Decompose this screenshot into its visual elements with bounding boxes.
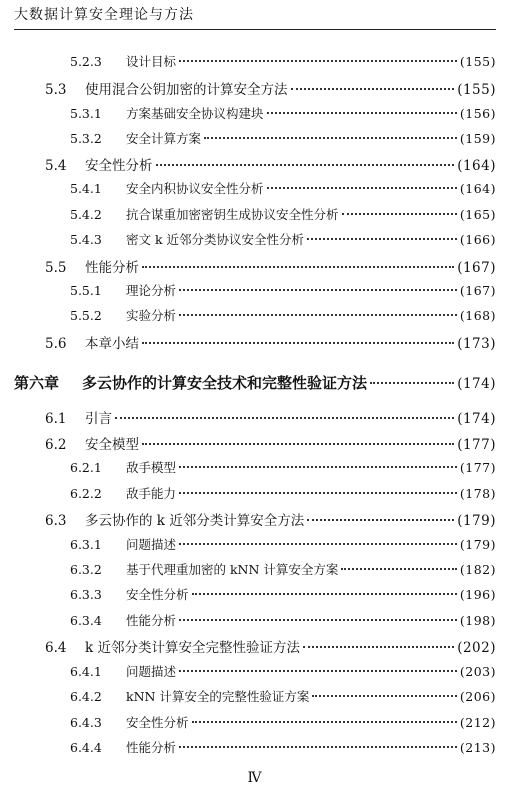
- toc-entry-title: 使用混合公钥加密的计算安全方法: [85, 82, 288, 98]
- toc-entry-number: 5.5: [45, 260, 67, 276]
- toc-entry-title: 问题描述: [126, 664, 177, 679]
- dot-leader: [192, 593, 457, 595]
- toc-entry-title: 方案基础安全协议构建块: [126, 106, 264, 121]
- toc-entry[interactable]: [70, 738, 496, 756]
- toc-entry-page: (173): [457, 336, 496, 352]
- toc-entry-title: 安全计算方案: [126, 131, 202, 146]
- toc-entry[interactable]: [70, 535, 496, 553]
- toc-entry[interactable]: [45, 78, 496, 98]
- toc-entry-title: 性能分析: [126, 740, 177, 755]
- toc-entry-page: (177): [457, 437, 496, 453]
- toc-entry[interactable]: [45, 636, 496, 656]
- toc-entry-page: (155): [457, 82, 496, 98]
- dot-leader: [267, 187, 457, 189]
- toc-entry-title: 理论分析: [126, 283, 177, 298]
- toc-entry[interactable]: [45, 509, 496, 529]
- toc-entry[interactable]: [70, 104, 496, 122]
- toc-entry-page: (167): [459, 283, 496, 298]
- toc-entry-number: 6.3.2: [70, 562, 102, 577]
- toc-entry-page: (179): [459, 537, 496, 552]
- toc-entry-page: (156): [459, 106, 496, 121]
- toc-entry[interactable]: [45, 407, 496, 427]
- toc-entry-number: 6.3.3: [70, 587, 102, 602]
- toc-entry-number: 5.6: [45, 336, 67, 352]
- dot-leader: [307, 238, 457, 240]
- toc-entry-title: k 近邻分类计算安全完整性验证方法: [85, 640, 300, 656]
- toc-entry-number: 5.4.2: [70, 207, 102, 222]
- toc-entry[interactable]: [45, 332, 496, 352]
- toc-entry-title: 安全模型: [85, 437, 139, 453]
- toc-entry[interactable]: [70, 687, 496, 705]
- toc-entry-number: 6.4.2: [70, 689, 102, 704]
- toc-entry[interactable]: [70, 585, 496, 603]
- toc-entry[interactable]: [45, 154, 496, 174]
- toc-entry-title: 安全内积协议安全性分析: [126, 181, 264, 196]
- toc-entry-title: 密文 k 近邻分类协议安全性分析: [126, 232, 305, 247]
- toc-entry-number: 6.3: [45, 513, 67, 529]
- toc-entry-title: 问题描述: [126, 537, 177, 552]
- toc-entry[interactable]: [70, 662, 496, 680]
- toc-entry[interactable]: [45, 256, 496, 276]
- dot-leader: [115, 417, 454, 419]
- dot-leader: [192, 721, 457, 723]
- toc-entry-number: 5.3.2: [70, 131, 102, 146]
- dot-leader: [142, 443, 454, 445]
- toc-entry-title: 多云协作的 k 近邻分类计算安全方法: [85, 513, 305, 529]
- toc-entry-number: 5.5.2: [70, 308, 102, 323]
- dot-leader: [179, 543, 457, 545]
- toc-entry-number: 6.4: [45, 640, 67, 656]
- dot-leader: [267, 112, 457, 114]
- toc-entry[interactable]: [70, 611, 496, 629]
- toc-entry-title: 实验分析: [126, 308, 177, 323]
- toc-entry[interactable]: [70, 484, 496, 502]
- toc-entry-page: (159): [459, 131, 496, 146]
- dot-leader: [179, 60, 457, 62]
- toc-entry-page: (203): [459, 664, 496, 679]
- toc-entry-title: kNN 计算安全的完整性验证方案: [126, 689, 310, 704]
- toc-entry[interactable]: [70, 52, 496, 70]
- dot-leader: [142, 266, 454, 268]
- toc-entry-number: 5.4: [45, 158, 67, 174]
- toc-entry-page: (165): [459, 207, 496, 222]
- dot-leader: [156, 164, 455, 166]
- toc-entry-number: 5.5.1: [70, 283, 102, 298]
- dot-leader: [370, 382, 454, 384]
- toc-entry-page: (206): [459, 689, 496, 704]
- toc-entry[interactable]: [70, 129, 496, 147]
- toc-entry[interactable]: [70, 179, 496, 197]
- toc-entry-page: (174): [457, 411, 496, 427]
- toc-entry-number: 6.4.3: [70, 715, 102, 730]
- toc-entry-title: 引言: [85, 411, 112, 427]
- toc-chapter-number: 第六章: [14, 374, 60, 392]
- toc-entry[interactable]: [70, 560, 496, 578]
- toc-entry-page: (202): [457, 640, 496, 656]
- toc-entry-title: 敌手能力: [126, 486, 177, 501]
- toc-entry-title: 安全性分析: [126, 715, 189, 730]
- toc-entry-page: (213): [459, 740, 496, 755]
- toc-chapter-entry[interactable]: [14, 372, 496, 393]
- toc-entry-number: 6.2.1: [70, 460, 102, 475]
- dot-leader: [179, 466, 457, 468]
- toc-entry-number: 6.1: [45, 411, 67, 427]
- toc-entry-page: (155): [459, 54, 496, 69]
- dot-leader: [307, 519, 454, 521]
- page-number: Ⅳ: [247, 770, 263, 786]
- toc-entry-title: 安全性分析: [126, 587, 189, 602]
- toc-entry-title: 敌手模型: [126, 460, 177, 475]
- toc-entry-number: 6.2: [45, 437, 67, 453]
- dot-leader: [179, 289, 457, 291]
- toc-entry-page: (182): [459, 562, 496, 577]
- toc-entry[interactable]: [70, 205, 496, 223]
- toc-entry-page: (167): [457, 260, 496, 276]
- dot-leader: [179, 492, 457, 494]
- toc-entry-page: (164): [457, 158, 496, 174]
- dot-leader: [179, 314, 457, 316]
- dot-leader: [312, 695, 456, 697]
- dot-leader: [341, 568, 456, 570]
- toc-entry[interactable]: [70, 458, 496, 476]
- dot-leader: [179, 746, 457, 748]
- dot-leader: [291, 88, 455, 90]
- toc-entry-title: 基于代理重加密的 kNN 计算安全方案: [126, 562, 339, 577]
- dot-leader: [142, 342, 454, 344]
- toc-entry-number: 6.2.2: [70, 486, 102, 501]
- toc-entry-number: 5.4.1: [70, 181, 102, 196]
- running-header: 大数据计算安全理论与方法: [14, 7, 194, 23]
- toc-entry-number: 5.2.3: [70, 54, 102, 69]
- dot-leader: [179, 670, 457, 672]
- toc-entry-page: (168): [459, 308, 496, 323]
- dot-leader: [342, 213, 457, 215]
- toc-entry-title: 本章小结: [85, 336, 139, 352]
- dot-leader: [303, 646, 454, 648]
- toc-entry-title: 设计目标: [126, 54, 177, 69]
- toc-entry-page: (198): [459, 613, 496, 628]
- toc-entry-number: 6.4.4: [70, 740, 102, 755]
- toc-entry-page: (164): [459, 181, 496, 196]
- toc-entry-page: (212): [459, 715, 496, 730]
- toc-entry-number: 5.4.3: [70, 232, 102, 247]
- toc-entry[interactable]: [70, 281, 496, 299]
- toc-entry-title: 安全性分析: [85, 158, 153, 174]
- toc-entry-number: 6.3.4: [70, 613, 102, 628]
- toc-entry[interactable]: [70, 306, 496, 324]
- toc-entry-title: 抗合谋重加密密钥生成协议安全性分析: [126, 207, 339, 222]
- toc-entry-number: 5.3.1: [70, 106, 102, 121]
- toc-entry-page: (179): [457, 513, 496, 529]
- toc-entry-title: 性能分析: [85, 260, 139, 276]
- toc-entry-page: (196): [459, 587, 496, 602]
- toc-entry-page: (178): [459, 486, 496, 501]
- toc-entry[interactable]: [45, 433, 496, 453]
- dot-leader: [179, 619, 457, 621]
- toc-entry-page: (177): [459, 460, 496, 475]
- header-rule: [14, 29, 496, 30]
- toc-entry-number: 6.3.1: [70, 537, 102, 552]
- toc-entry-number: 5.3: [45, 82, 67, 98]
- toc-entry-number: 6.4.1: [70, 664, 102, 679]
- toc-entry-title: 性能分析: [126, 613, 177, 628]
- toc-entry[interactable]: [70, 713, 496, 731]
- toc-entry-page: (174): [457, 376, 496, 392]
- toc-entry-page: (166): [459, 232, 496, 247]
- dot-leader: [204, 137, 457, 139]
- toc-entry[interactable]: [70, 230, 496, 248]
- toc-chapter-title: 多云协作的计算安全技术和完整性验证方法: [82, 374, 368, 392]
